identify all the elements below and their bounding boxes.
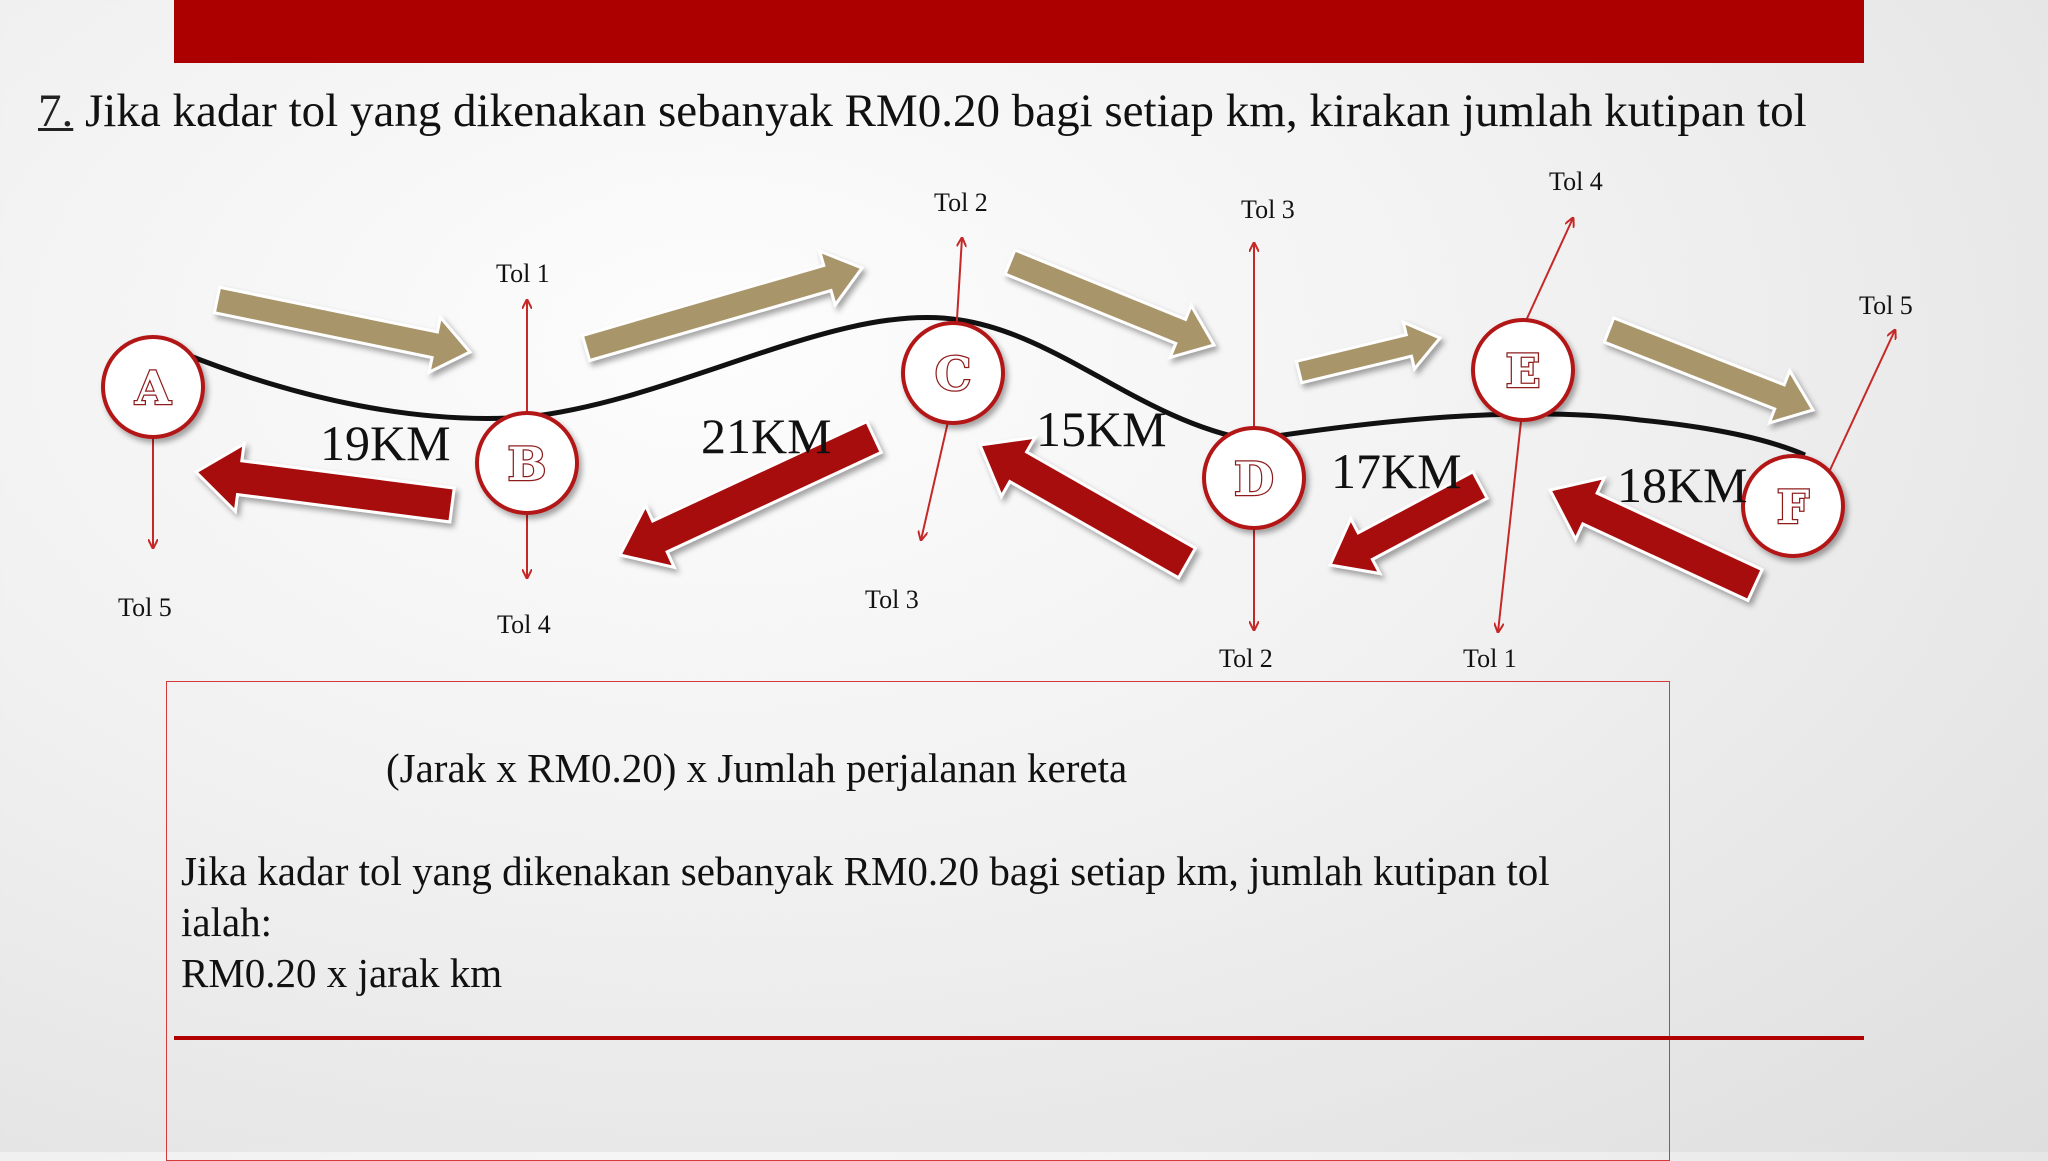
- answer-note: [181, 846, 1621, 999]
- answer-note-line-3: RM0.20 x jarak km: [181, 950, 503, 996]
- toll-label-c-up: Tol 2: [934, 188, 988, 217]
- flow-arrow-west-3: [980, 437, 1195, 578]
- node-a: [103, 337, 203, 437]
- node-e-label: E: [1505, 344, 1541, 398]
- flow-arrow-east-3: [1005, 250, 1214, 357]
- node-f-label: F: [1776, 480, 1810, 534]
- flow-arrow-east-1: [214, 287, 470, 372]
- distance-cd: 15KM: [1036, 401, 1167, 457]
- flow-arrow-east-4: [1296, 322, 1440, 383]
- toll-label-e-down: Tol 1: [1463, 644, 1517, 673]
- node-c: [903, 323, 1003, 423]
- distance-de: 17KM: [1331, 443, 1462, 499]
- answer-note-line-1: Jika kadar tol yang dikenakan sebanyak RM0.20 bagi setiap km, jumlah kutipan tol: [181, 848, 1550, 894]
- node-d-label: D: [1234, 452, 1274, 506]
- toll-label-a-down: Tol 5: [118, 593, 172, 622]
- toll-line-e-down: [1498, 412, 1522, 632]
- formula-text: (Jarak x RM0.20) x Jumlah perjalanan kereta: [386, 745, 1128, 791]
- toll-label-d-down: Tol 2: [1219, 644, 1273, 673]
- toll-label-b-up: Tol 1: [496, 259, 550, 288]
- question-text: Jika kadar tol yang dikenakan sebanyak RM0.20 bagi setiap km, kirakan jumlah kutipan tol: [73, 85, 1807, 137]
- toll-label-d-up: Tol 3: [1241, 195, 1295, 224]
- flow-arrow-east-2: [582, 251, 862, 360]
- node-e: [1473, 320, 1573, 420]
- distance-ab: 19KM: [320, 415, 451, 471]
- answer-note-line-2: ialah:: [181, 899, 273, 945]
- toll-line-e-up: [1524, 218, 1573, 325]
- node-c-label: C: [934, 347, 972, 401]
- toll-line-f-up: [1830, 330, 1895, 470]
- distance-ef: 18KM: [1617, 457, 1748, 513]
- toll-line-c-down: [921, 413, 950, 540]
- node-a-label: A: [135, 361, 171, 415]
- toll-label-b-down: Tol 4: [497, 610, 551, 639]
- node-f: [1743, 456, 1843, 556]
- flow-arrow-east-5: [1604, 318, 1813, 423]
- toll-label-e-up: Tol 4: [1549, 167, 1603, 196]
- node-d: [1204, 428, 1304, 528]
- toll-label-c-down: Tol 3: [865, 585, 919, 614]
- question-number: 7.: [38, 85, 74, 137]
- node-b: [477, 413, 577, 513]
- bottom-divider: [174, 1036, 1864, 1040]
- toll-label-f-up: Tol 5: [1859, 291, 1913, 320]
- node-b-label: B: [507, 437, 547, 491]
- distance-bc: 21KM: [701, 408, 832, 464]
